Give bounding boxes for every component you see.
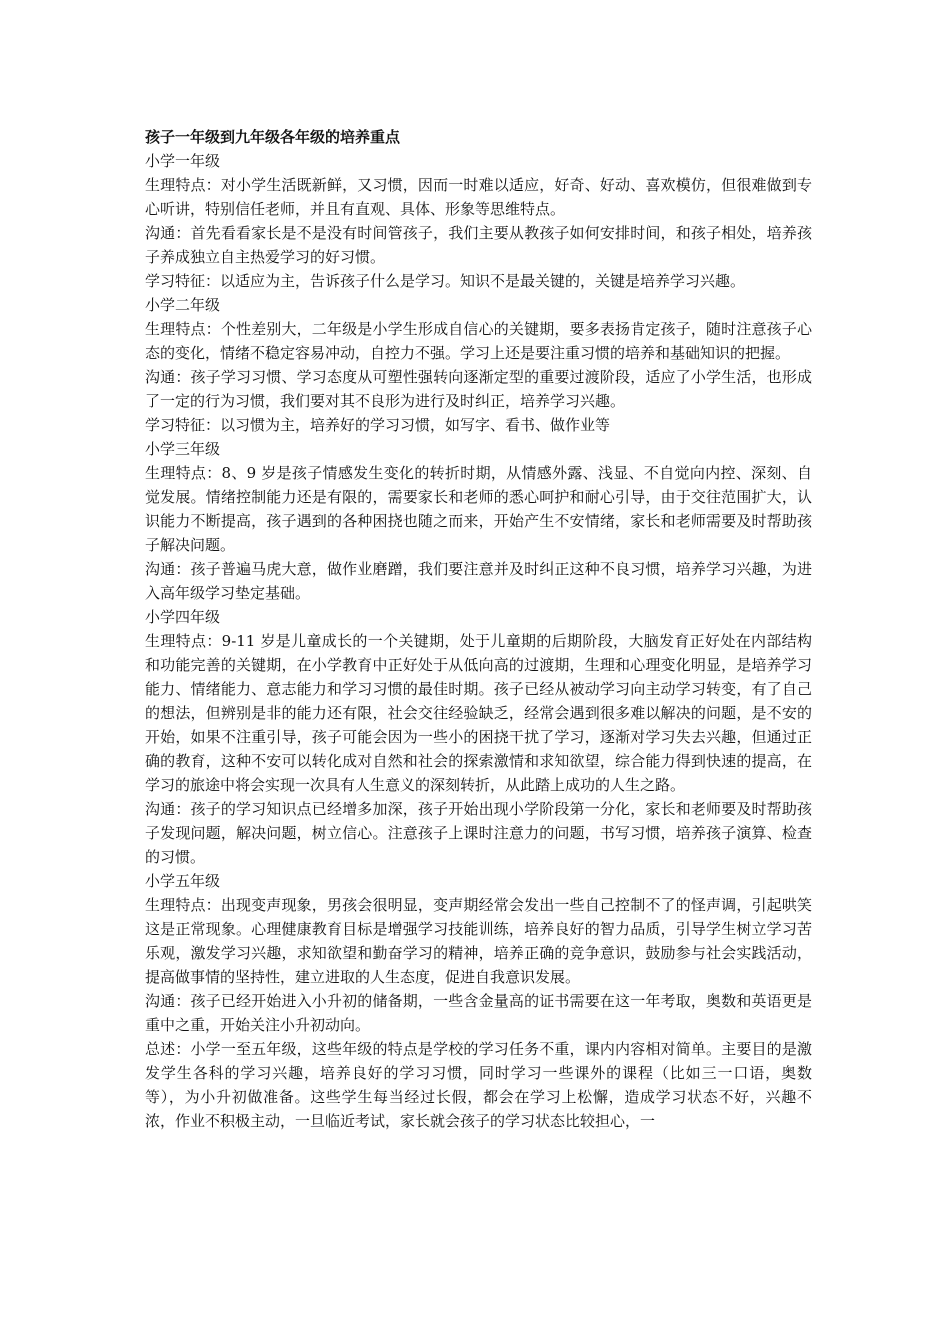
paragraph-grade-5-communication: 沟通：孩子已经开始进入小升初的储备期，一些含金量高的证书需要在这一年考取，奥数和英语更是重中之重，开始关注小升初动向。	[145, 992, 812, 1034]
paragraph-grade-4-physiology: 生理特点：9-11 岁是儿童成长的一个关键期，处于儿童期的后期阶段，大脑发育正好处在内部结构和功能完善的关键期，在小学教育中正好处于从低向高的过渡期，生理和心理变化明显，是培养学习能力、情绪能力、意志能力和学习习惯的最佳时期。孩子已经从被动学习向主动学习转变，有了自己的想法，但辨别是非的能力还有限，社会交往经验缺乏，经常会遇到很多难以解决的问题，是不安的开始，如果不注重引导，孩子可能会因为一些小的困挠干扰了学习，逐渐对学习失去兴趣，但通过正确的教育，这种不安可以转化成对自然和社会的探索激情和求知欲望，综合能力得到快速的提高，在学习的旅途中将会实现一次具有人生意义的深刻转折，从此踏上成功的人生之路。	[145, 632, 812, 794]
paragraph-grade-4-communication: 沟通：孩子的学习知识点已经增多加深，孩子开始出现小学阶段第一分化，家长和老师要及时帮助孩子发现问题，解决问题，树立信心。注意孩子上课时注意力的问题，书写习惯，培养孩子演算、检查的习惯。	[145, 800, 812, 866]
paragraph-grade-2-learning: 学习特征：以习惯为主，培养好的学习习惯，如写字、看书、做作业等	[145, 416, 611, 434]
section-heading-grade-3: 小学三年级	[145, 440, 221, 458]
paragraph-grade-2-physiology: 生理特点：个性差别大，二年级是小学生形成自信心的关键期，要多表扬肯定孩子，随时注意孩子心态的变化，情绪不稳定容易冲动，自控力不强。学习上还是要注重习惯的培养和基础知识的把握。	[145, 320, 812, 362]
paragraph-grade-5-physiology: 生理特点：出现变声现象，男孩会很明显，变声期经常会发出一些自己控制不了的怪声调，引起哄笑这是正常现象。心理健康教育目标是增强学习技能训练，培养良好的智力品质，引导学生树立学习苦乐观，激发学习兴趣，求知欲望和勤奋学习的精神，培养正确的竞争意识，鼓励参与社会实践活动，提高做事情的坚持性，建立进取的人生态度，促进自我意识发展。	[145, 896, 812, 986]
paragraph-grade-2-communication: 沟通：孩子学习习惯、学习态度从可塑性强转向逐渐定型的重要过渡阶段，适应了小学生活，也形成了一定的行为习惯，我们要对其不良形为进行及时纠正，培养学习兴趣。	[145, 368, 812, 410]
paragraph-summary: 总述：小学一至五年级，这些年级的特点是学校的学习任务不重，课内内容相对简单。主要目的是激发学生各科的学习兴趣，培养良好的学习习惯，同时学习一些课外的课程（比如三一口语，奥数等），为小升初做准备。这些学生每当经过长假，都会在学习上松懈，造成学习状态不好，兴趣不浓，作业不积极主动，一旦临近考试，家长就会孩子的学习状态比较担心，一	[145, 1040, 812, 1130]
paragraph-grade-1-physiology: 生理特点：对小学生活既新鲜，又习惯，因而一时难以适应，好奇、好动、喜欢模仿，但很难做到专心听讲，特别信任老师，并且有直观、具体、形象等思维特点。	[145, 176, 812, 218]
section-heading-grade-5: 小学五年级	[145, 872, 221, 890]
section-heading-grade-4: 小学四年级	[145, 608, 221, 626]
document-title: 孩子一年级到九年级各年级的培养重点	[145, 128, 401, 146]
paragraph-grade-3-physiology: 生理特点：8、9 岁是孩子情感发生变化的转折时期，从情感外露、浅显、不自觉向内控、深刻、自觉发展。情绪控制能力还是有限的，需要家长和老师的悉心呵护和耐心引导，由于交往范围扩大，认识能力不断提高，孩子遇到的各种困挠也随之而来，开始产生不安情绪，家长和老师需要及时帮助孩子解决问题。	[145, 464, 812, 554]
paragraph-grade-1-learning: 学习特征：以适应为主，告诉孩子什么是学习。知识不是最关键的，关键是培养学习兴趣。	[145, 272, 746, 290]
document-page	[145, 125, 812, 1133]
section-heading-grade-2: 小学二年级	[145, 296, 221, 314]
section-heading-grade-1: 小学一年级	[145, 152, 221, 170]
paragraph-grade-1-communication: 沟通：首先看看家长是不是没有时间管孩子，我们主要从教孩子如何安排时间，和孩子相处，培养孩子养成独立自主热爱学习的好习惯。	[145, 224, 812, 266]
paragraph-grade-3-communication: 沟通：孩子普遍马虎大意，做作业磨蹭，我们要注意并及时纠正这种不良习惯，培养学习兴趣，为进入高年级学习垫定基础。	[145, 560, 812, 602]
